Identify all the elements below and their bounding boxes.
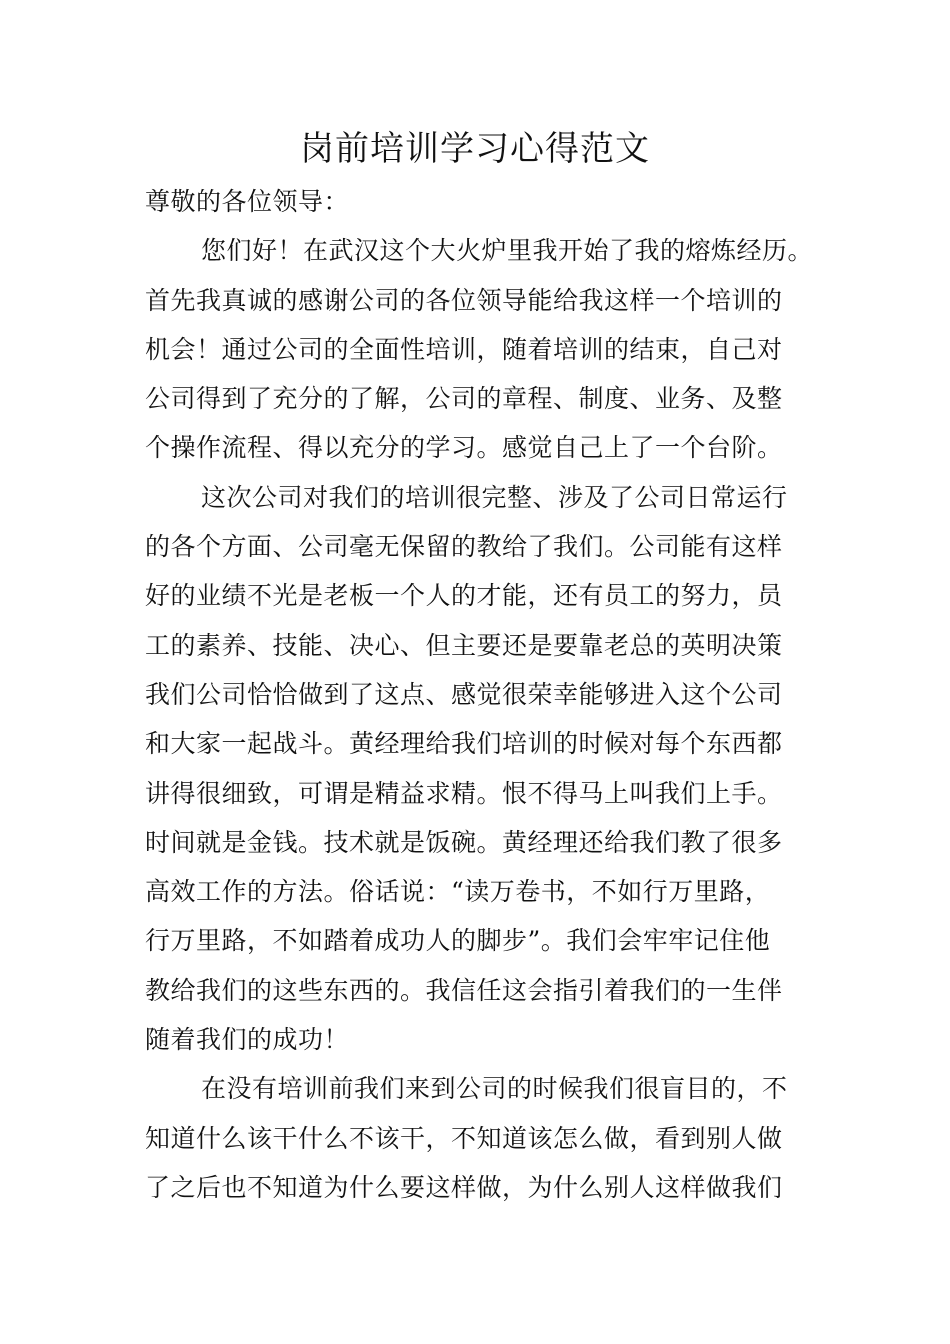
paragraph-line: 我们公司恰恰做到了这点、感觉很荣幸能够进入这个公司	[145, 679, 783, 709]
paragraph-line: 好的业绩不光是老板一个人的才能，还有员工的努力，员	[145, 581, 783, 611]
paragraph-line: 教给我们的这些东西的。我信任这会指引着我们的一生伴	[145, 975, 783, 1005]
paragraph-line: 个操作流程、得以充分的学习。感觉自己上了一个台阶。	[145, 433, 783, 463]
paragraph-line: 首先我真诚的感谢公司的各位领导能给我这样一个培训的	[145, 285, 783, 315]
document-title: 岗前培训学习心得范文	[300, 129, 650, 169]
paragraph-line: 在没有培训前我们来到公司的时候我们很盲目的，不	[201, 1074, 788, 1104]
paragraph-line: 行万里路，不如踏着成功人的脚步”。我们会牢牢记住他	[145, 926, 771, 956]
paragraph-line: 了之后也不知道为什么要这样做，为什么别人这样做我们	[145, 1172, 783, 1202]
paragraph-line: 时间就是金钱。技术就是饭碗。黄经理还给我们教了很多	[145, 827, 783, 857]
paragraph-line: 机会！通过公司的全面性培训，随着培训的结束，自己对	[145, 334, 783, 364]
paragraph-line: 讲得很细致，可谓是精益求精。恨不得马上叫我们上手。	[145, 778, 783, 808]
paragraph-line: 这次公司对我们的培训很完整、涉及了公司日常运行	[201, 482, 788, 512]
paragraph-line: 您们好！在武汉这个大火炉里我开始了我的熔炼经历。	[201, 236, 814, 266]
salutation-line: 尊敬的各位领导：	[145, 187, 350, 216]
paragraph-line: 的各个方面、公司毫无保留的教给了我们。公司能有这样	[145, 532, 783, 562]
paragraph-line: 公司得到了充分的了解，公司的章程、制度、业务、及整	[145, 384, 783, 414]
document-body	[145, 177, 815, 1212]
paragraph-line: 随着我们的成功！	[145, 1025, 350, 1055]
paragraph-line: 知道什么该干什么不该干，不知道该怎么做，看到别人做	[145, 1123, 783, 1153]
paragraph-line: 工的素养、技能、决心、但主要还是要靠老总的英明决策	[145, 630, 783, 660]
paragraph-line: 和大家一起战斗。黄经理给我们培训的时候对每个东西都	[145, 729, 783, 759]
paragraph-line: 高效工作的方法。俗话说：“读万卷书，不如行万里路，	[145, 877, 771, 907]
